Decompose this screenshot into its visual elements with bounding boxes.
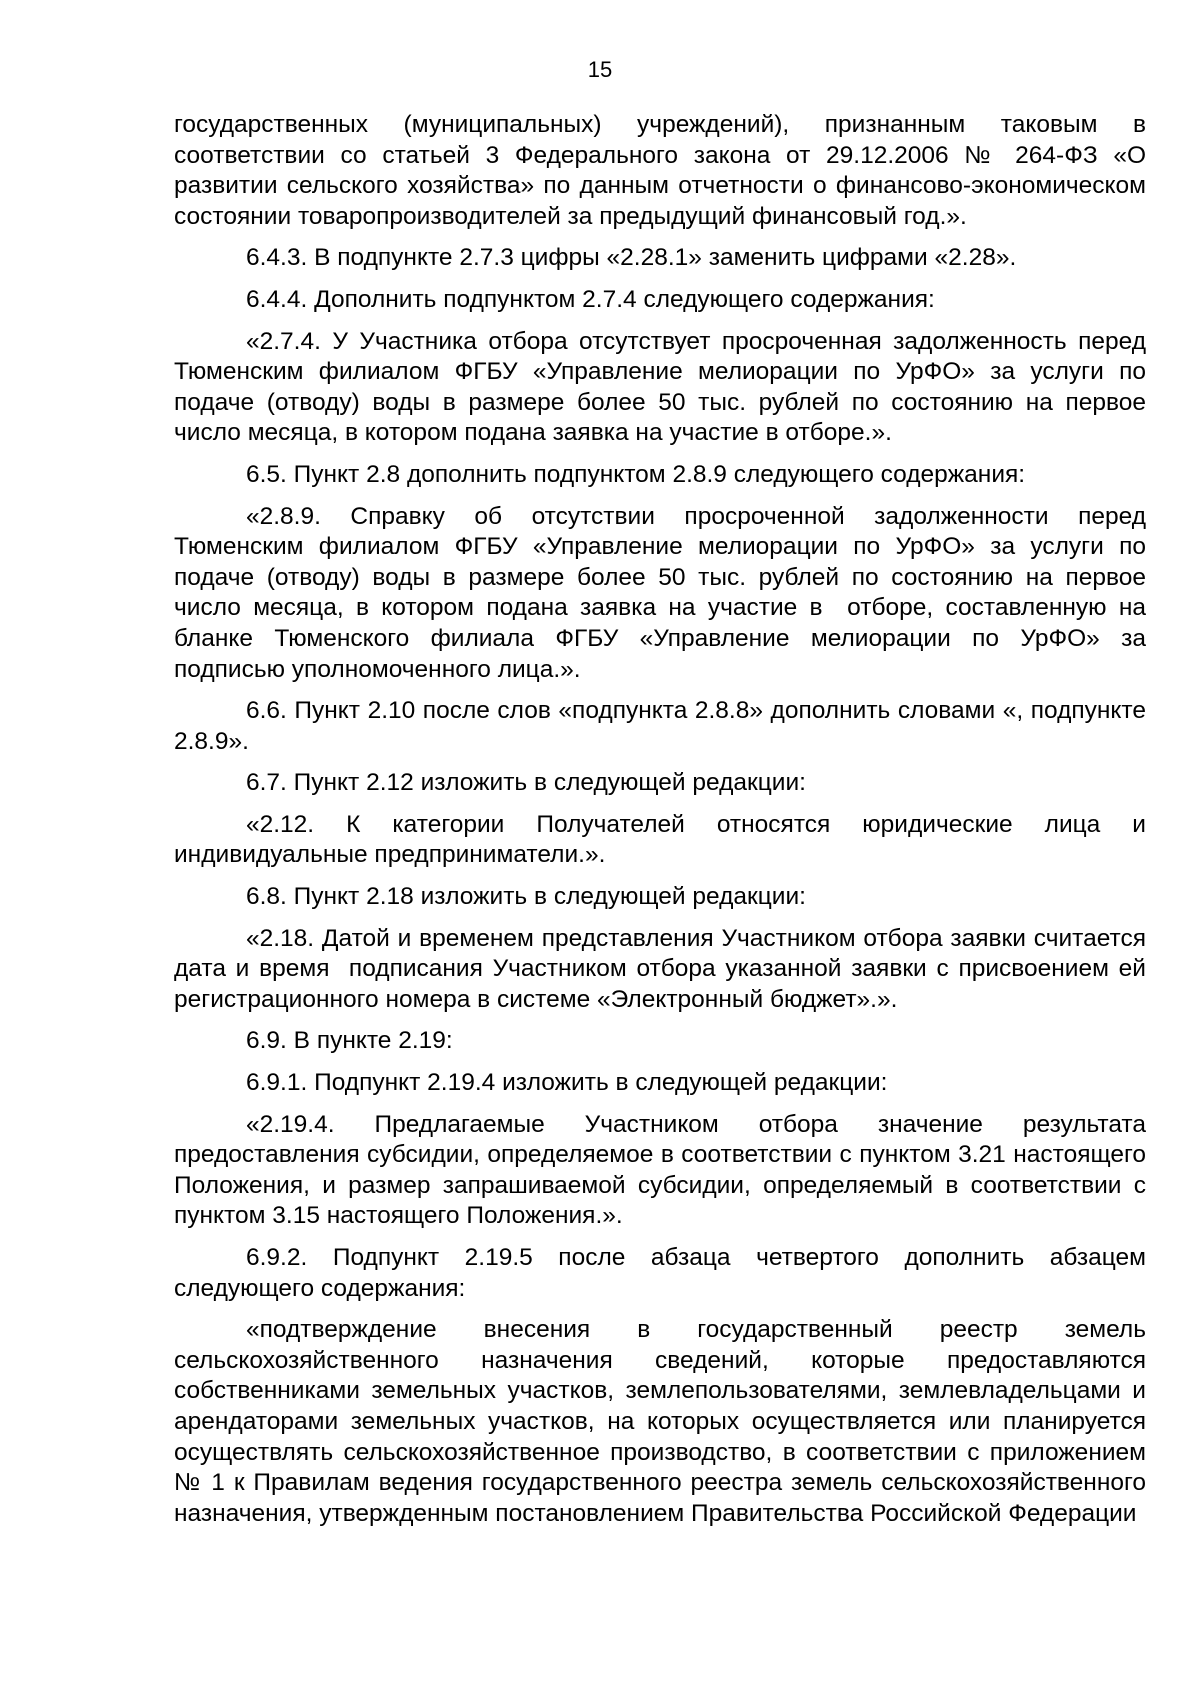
paragraph-6-5: 6.5. Пункт 2.8 дополнить подпунктом 2.8.9 следующего содержания: bbox=[246, 460, 1026, 488]
paragraph-quote-2-7-4: «2.7.4. У Участника отбора отсутствует просроченная задолженность перед Тюменским филиалом ФГБУ «Управление мелиорации по УрФО» за услуги по подаче (отводу) воды в размере более 50 тыс. рублей по состоянию на первое число месяца, в котором подана заявка на участие в отборе.». bbox=[174, 327, 1153, 447]
paragraph-6-9-2: 6.9.2. Подпункт 2.19.5 после абзаца четвертого дополнить абзацем следующего содержания: bbox=[174, 1244, 1153, 1302]
paragraph-6-8: 6.8. Пункт 2.18 изложить в следующей редакции: bbox=[246, 883, 806, 911]
paragraph-6-9-1: 6.9.1. Подпункт 2.19.4 изложить в следующей редакции: bbox=[246, 1069, 888, 1097]
paragraph-6-4-4: 6.4.4. Дополнить подпунктом 2.7.4 следующего содержания: bbox=[246, 285, 935, 313]
paragraph-6-6: 6.6. Пункт 2.10 после слов «подпункта 2.8.8» дополнить словами «, подпункте 2.8.9». bbox=[174, 697, 1153, 755]
paragraph-quote-2-12: «2.12. К категории Получателей относятся юридические лица и индивидуальные предприниматели.». bbox=[174, 810, 1153, 869]
paragraph-quote-2-8-9: «2.8.9. Справку об отсутствии просроченной задолженности перед Тюменским филиалом ФГБУ «Управление мелиорации по УрФО» за услуги по подаче (отводу) воды в размере более 50 тыс. рублей по состоянию на первое число месяца, в котором подана заявка на участие в отборе, составленную на бланке Тюменского филиала ФГБУ «Управление мелиорации по УрФО» за подписью уполномоченного лица.». bbox=[174, 502, 1153, 683]
page-number: 15 bbox=[587, 57, 613, 82]
paragraph-6-9: 6.9. В пункте 2.19: bbox=[246, 1027, 453, 1055]
paragraph-continuation: государственных (муниципальных) учреждений), признанным таковым в соответствии со статьей 3 Федерального закона от 29.12.2006 № 264-ФЗ «О развитии сельского хозяйства» по данным отчетности о финансово-экономическом состоянии товаропроизводителей за предыдущий финансовый год.». bbox=[174, 111, 1153, 230]
paragraph-6-7: 6.7. Пункт 2.12 изложить в следующей редакции: bbox=[246, 769, 806, 797]
paragraph-quote-2-18: «2.18. Датой и временем представления Участником отбора заявки считается дата и время подписания Участником отбора указанной заявки с присвоением ей регистрационного номера в системе «Электронный бюджет».». bbox=[174, 924, 1153, 1013]
paragraph-6-4-3: 6.4.3. В подпункте 2.7.3 цифры «2.28.1» заменить цифрами «2.28». bbox=[246, 244, 1017, 272]
document-body bbox=[174, 110, 1153, 1540]
paragraph-quote-2-19-4: «2.19.4. Предлагаемые Участником отбора значение результата предоставления субсидии, определяемое в соответствии с пунктом 3.21 настоящего Положения, и размер запрашиваемой субсидии, определяемый в соответствии с пунктом 3.15 настоящего Положения.». bbox=[174, 1110, 1153, 1230]
paragraph-quote-confirmation: «подтверждение внесения в государственный реестр земель сельскохозяйственного назначения сведений, которые предоставляются собственниками земельных участков, землепользователями, землевладельцами и арендаторами земельных участков, на которых осуществляется или планируется осуществлять сельскохозяйственное производство, в соответствии с приложением № 1 к Правилам ведения государственного реестра земель сельскохозяйственного назначения, утвержденным постановлением Правительства Российской Федерации bbox=[174, 1316, 1153, 1527]
